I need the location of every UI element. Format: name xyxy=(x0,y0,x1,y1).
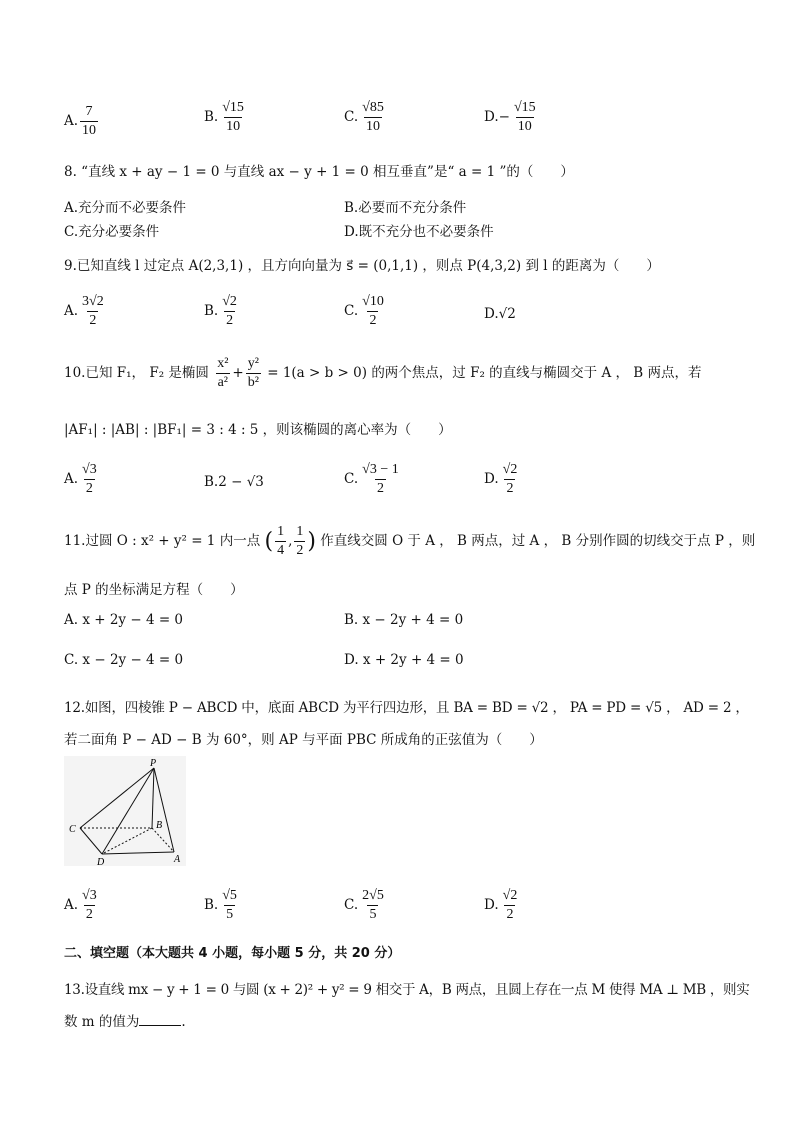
label-a: A xyxy=(174,854,181,865)
q13-stem-line2: 数 m 的值为 . xyxy=(64,1014,186,1030)
q8-option-d[interactable]: D.既不充分也不必要条件 xyxy=(344,224,494,240)
q12-option-a[interactable]: A. $\frac{√3}{2}$ xyxy=(64,888,97,922)
q8-option-c[interactable]: C.充分必要条件 xyxy=(64,224,160,240)
ellipse-y-term: $\frac{\text{y²}}{\text{b²}}$ xyxy=(247,356,259,390)
q10-option-d[interactable]: D. $\frac{√2}{2}$ xyxy=(484,462,518,496)
q11-option-a[interactable]: A. x + 2y − 4 = 0 xyxy=(64,612,184,628)
q8-option-b[interactable]: B.必要而不充分条件 xyxy=(344,200,467,216)
q9-option-c[interactable]: C. $\frac{√10}{2}$ xyxy=(344,294,384,328)
q9-option-a[interactable]: A. $\frac{3√2}{2}$ xyxy=(64,294,104,328)
label-b: B xyxy=(156,820,163,831)
q11-option-c[interactable]: C. x − 2y − 4 = 0 xyxy=(64,652,184,668)
q10-stem-line2: |AF₁| : |AB| : |BF₁| = 3 : 4 : 5 ，则该椭圆的离心率为（ ） xyxy=(64,422,452,438)
ellipse-x-term: $\frac{\text{x²}}{\text{a²}}$ xyxy=(217,356,229,390)
q12-option-c[interactable]: C. $\frac{2√5}{5}$ xyxy=(344,888,384,922)
q10-option-a[interactable]: A. $\frac{√3}{2}$ xyxy=(64,462,97,496)
q9-option-b[interactable]: B. $\frac{√2}{2}$ xyxy=(204,294,237,328)
q11-option-b[interactable]: B. x − 2y + 4 = 0 xyxy=(344,612,464,628)
q10-stem-line1: 10.已知 F₁， F₂ 是椭圆 $\frac{\text{x²}}{\text{a²}}$ + $\frac{\text{y²}}{\text{b²}}$ = 1(a > b > 0) 的两个焦点，过 F₂ 的直线与椭圆交于 A ， B 两点，若 xyxy=(64,356,702,390)
q12-option-b[interactable]: B. $\frac{√5}{5}$ xyxy=(204,888,237,922)
q9-stem: 9.已知直线 l 过定点 A(2,3,1) ，且方向向量为 s⃗ = (0,1,1) ，则点 P(4,3,2) 到 l 的距离为（ ） xyxy=(64,258,660,274)
q12-stem-line2: 若二面角 P − AD − B 为 60°，则 AP 与平面 PBC 所成角的正弦值为（ ） xyxy=(64,732,543,748)
pyramid-figure xyxy=(64,756,186,866)
q7-option-c[interactable]: C. $\frac{√85}{10}$ xyxy=(344,100,384,134)
point-x: $\frac{1}{4}$ xyxy=(277,524,285,558)
q9-option-d[interactable]: D.√2 xyxy=(484,306,516,322)
point-y: $\frac{1}{2}$ xyxy=(296,524,304,558)
q12-option-d[interactable]: D. $\frac{√2}{2}$ xyxy=(484,888,518,922)
label-d: D xyxy=(97,857,105,866)
q7-option-d[interactable]: D.− $\frac{√15}{10}$ xyxy=(484,100,536,134)
q10-option-b[interactable]: B.2 − √3 xyxy=(204,474,264,490)
q7-option-a[interactable]: A. $\frac{7}{10}$ xyxy=(64,104,97,138)
q13-stem-line1: 13.设直线 mx − y + 1 = 0 与圆 (x + 2)² + y² = 9 相交于 A，B 两点，且圆上存在一点 M 使得 MA ⊥ MB ，则实 xyxy=(64,982,750,998)
q11-stem-line1: 11.过圆 O : x² + y² = 1 内一点 ( $\frac{1}{4}$ , $\frac{1}{2}$ ) 作直线交圆 O 于 A ， B 两点，过 A ， B 分别作圆的切线交于点 P ，则 xyxy=(64,524,756,558)
q11-option-d[interactable]: D. x + 2y + 4 = 0 xyxy=(344,652,464,668)
label-p: P xyxy=(150,758,157,769)
q11-stem-line2: 点 P 的坐标满足方程（ ） xyxy=(64,582,244,598)
label-c: C xyxy=(69,824,76,835)
q12-stem-line1: 12.如图，四棱锥 P − ABCD 中，底面 ABCD 为平行四边形，且 BA = BD = √2 ， PA = PD = √5 ， AD = 2 ， xyxy=(64,700,749,716)
answer-blank[interactable] xyxy=(139,1013,181,1026)
q8-stem: 8. “直线 x + ay − 1 = 0 与直线 ax − y + 1 = 0 相互垂直”是“ a = 1 ”的（ ） xyxy=(64,164,574,180)
q10-option-c[interactable]: C. $\frac{√3 - 1}{2}$ xyxy=(344,462,399,496)
q8-option-a[interactable]: A.充分而不必要条件 xyxy=(64,200,187,216)
q7-option-b[interactable]: B. $\frac{√15}{10}$ xyxy=(204,100,244,134)
section-title-fill-in: 二、填空题（本大题共 4 小题，每小题 5 分，共 20 分） xyxy=(64,946,401,961)
